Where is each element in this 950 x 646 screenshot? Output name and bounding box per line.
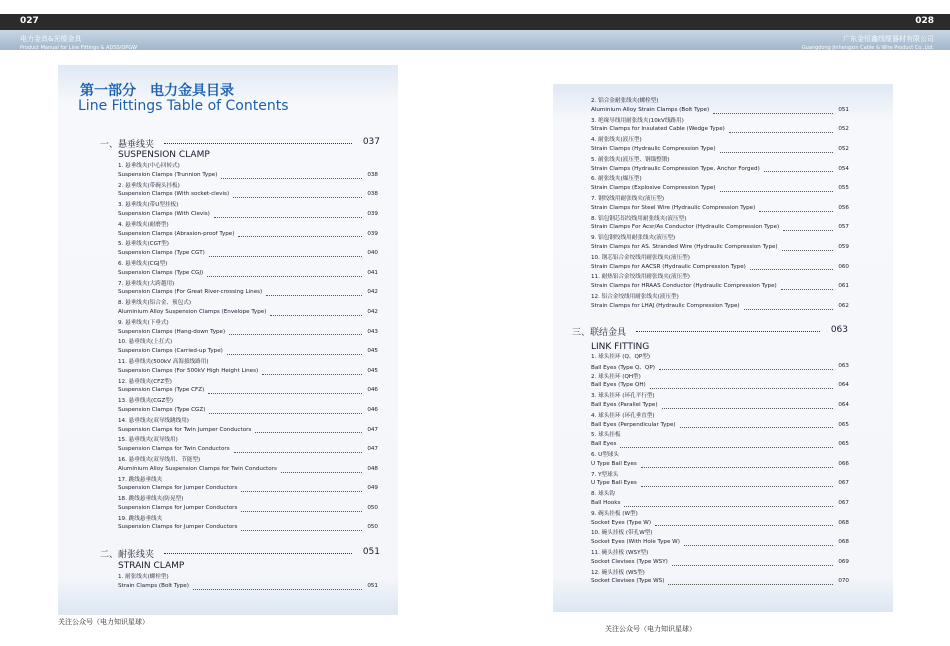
leader-dots xyxy=(641,480,833,487)
toc-item-page: 064 xyxy=(838,401,849,408)
toc-entry[interactable] xyxy=(591,283,849,293)
toc-item-en: U Type Ball Eyes xyxy=(591,460,637,467)
toc-item-cn: 10. 钢芯铝合金绞线用耐张线夹(液压型) xyxy=(591,254,690,261)
toc-item-cn: 1. 耐张线夹(螺栓型) xyxy=(118,574,169,580)
toc-item-page: 047 xyxy=(367,426,378,433)
toc-item-cn: 6. 耐张线夹(爆压型) xyxy=(591,176,642,183)
leader-dots xyxy=(684,539,833,546)
toc-item-cn: 12. 悬垂线夹(CFZ型) xyxy=(118,378,172,385)
toc-item-en: Strain Clamps for Steel Wire (Hydraulic Compression Type) xyxy=(591,204,756,211)
toc-item-page: 055 xyxy=(838,185,849,192)
toc-item-en: Strain Clamps For Acsr/As Conductor (Hydraulic Compression Type) xyxy=(591,224,780,231)
toc-entry[interactable] xyxy=(591,303,849,313)
toc-item-en: Aluminium Alloy Strain Clamps (Bolt Type) xyxy=(591,106,710,113)
toc-item-page: 043 xyxy=(367,328,378,335)
leader-dots xyxy=(782,244,833,251)
toc-item-cn: 10. 悬垂线夹(上扛式) xyxy=(118,339,173,346)
toc-item-page: 047 xyxy=(367,446,378,453)
toc-item-page: 067 xyxy=(838,499,849,506)
toc-list-strain-continued xyxy=(591,97,849,313)
section-page-number: 063 xyxy=(830,325,848,335)
toc-entry[interactable] xyxy=(591,382,849,392)
toc-item-en: Socket Eyes (With Hole Type W) xyxy=(591,539,680,546)
toc-item-page: 060 xyxy=(838,263,849,270)
toc-entry[interactable] xyxy=(591,166,849,176)
toc-item-page: 067 xyxy=(838,480,849,487)
toc-item-cn: 5. 耐张线夹(液压型、钢锚整锻) xyxy=(591,156,670,163)
toc-item-cn: 9. 悬垂线夹(下垂式) xyxy=(118,319,169,326)
toc-item-en: Socket Clevises (Type WS) xyxy=(591,578,665,585)
section-heading-strain[interactable] xyxy=(100,547,380,561)
toc-item-cn: 3. 球头挂环 (环孔平行型) xyxy=(591,393,655,400)
leader-dots xyxy=(672,559,833,566)
toc-item-cn: 4. 悬垂线夹(耐磨型) xyxy=(118,221,169,228)
toc-list-strain xyxy=(118,573,378,593)
toc-entry[interactable] xyxy=(118,329,378,339)
leader-dots xyxy=(193,583,362,590)
leader-dots xyxy=(262,368,362,375)
toc-entry[interactable] xyxy=(591,441,849,451)
toc-item-cn: 19. 跳线悬垂线夹 xyxy=(118,515,163,522)
toc-item-page: 042 xyxy=(367,289,378,296)
toc-item-cn: 1. 悬垂线夹(中心回转式) xyxy=(118,163,180,169)
toc-item-en: Suspension Clamps for Jumper Conductors xyxy=(118,504,238,511)
toc-entry[interactable] xyxy=(118,446,378,456)
leader-dots xyxy=(750,264,833,271)
section-heading-en: SUSPENSION CLAMP xyxy=(118,150,210,160)
toc-entry[interactable] xyxy=(118,368,378,378)
toc-title-en: Line Fittings Table of Contents xyxy=(78,98,289,114)
toc-entry[interactable] xyxy=(118,270,378,280)
toc-item-page: 051 xyxy=(367,582,378,589)
toc-entry[interactable] xyxy=(591,461,849,471)
toc-item-page: 066 xyxy=(838,460,849,467)
leader-dots xyxy=(729,126,833,133)
toc-title-cn: 第一部分 电力金具目录 xyxy=(80,83,234,99)
toc-item-cn: 6. 悬垂线夹(CGJ型) xyxy=(118,260,168,267)
toc-item-page: 046 xyxy=(367,406,378,413)
toc-list-suspension xyxy=(118,162,378,534)
leader-dots xyxy=(266,289,362,296)
toc-item-cn: 17. 跳线悬垂线夹 xyxy=(118,476,163,483)
toc-item-page: 061 xyxy=(838,283,849,290)
toc-entry[interactable] xyxy=(118,348,378,358)
toc-entry[interactable] xyxy=(118,191,378,201)
toc-entry[interactable] xyxy=(118,427,378,437)
leader-dots xyxy=(209,250,362,257)
toc-item-en: Suspension Clamps (Hang-down Type) xyxy=(118,328,226,335)
toc-item-page: 069 xyxy=(838,558,849,565)
leader-dots xyxy=(720,146,833,153)
toc-entry[interactable] xyxy=(591,539,849,549)
toc-item-page: 041 xyxy=(367,269,378,276)
leader-dots xyxy=(241,505,362,512)
toc-entry[interactable] xyxy=(591,520,849,530)
toc-item-en: Socket Clevises (Type WSY) xyxy=(591,558,668,565)
toc-item-en: Strain Clamps (Hydraulic Compression Type, Anchor Forged) xyxy=(591,165,760,172)
toc-item-cn: 4. 耐张线夹(液压型) xyxy=(591,137,642,144)
toc-item-cn: 7. 钢绞线用耐张线夹(液压型) xyxy=(591,195,665,202)
toc-entry[interactable] xyxy=(591,578,849,588)
section-heading-cn: 一、悬垂线夹 xyxy=(100,140,155,150)
toc-entry[interactable] xyxy=(591,126,849,136)
toc-item-cn: 3. 悬垂线夹(带U型挂板) xyxy=(118,202,179,209)
toc-item-cn: 14. 悬垂线夹(双导线跳线用) xyxy=(118,417,189,424)
toc-item-page: 040 xyxy=(367,250,378,257)
toc-item-en: Suspension Clamps for Jumper Conductors xyxy=(118,524,238,531)
toc-item-cn: 8. 悬垂线夹(铝合金、预包式) xyxy=(118,300,192,307)
toc-item-page: 039 xyxy=(367,210,378,217)
toc-item-cn: 16. 悬垂线夹(双导线用、节能型) xyxy=(118,456,201,463)
toc-item-cn: 7. 悬垂线夹(大跨越用) xyxy=(118,280,175,287)
toc-item-en: Suspension Clamps (Abrasion-proof Type) xyxy=(118,230,235,237)
leader-dots xyxy=(229,329,362,336)
leader-dots xyxy=(281,466,362,473)
left-page-number: 027 xyxy=(20,16,39,26)
toc-entry[interactable] xyxy=(591,363,849,373)
section-heading-cn: 二、耐张线夹 xyxy=(100,550,155,560)
toc-item-cn: 6. U型球头 xyxy=(591,451,619,458)
toc-entry[interactable] xyxy=(118,524,378,534)
right-footer-note: 关注公众号（电力知识星球） xyxy=(605,625,696,633)
toc-item-page: 048 xyxy=(367,465,378,472)
toc-item-page: 045 xyxy=(367,348,378,355)
toc-item-en: U Type Ball Eyes xyxy=(591,480,637,487)
toc-item-cn: 2. 球头挂环 (QH型) xyxy=(591,373,641,380)
toc-item-en: Aluminium Alloy Suspension Clamps (Envelope Type) xyxy=(118,308,267,315)
leader-dots xyxy=(650,382,833,389)
toc-item-cn: 11. 耐热铝合金绞线用耐张线夹(液压型) xyxy=(591,274,690,281)
toc-entry[interactable] xyxy=(118,309,378,319)
toc-item-cn: 13. 悬垂线夹(CGZ型) xyxy=(118,398,174,405)
leader-dots xyxy=(255,427,362,434)
toc-item-page: 062 xyxy=(838,302,849,309)
toc-item-page: 050 xyxy=(367,524,378,531)
toc-item-page: 052 xyxy=(838,126,849,133)
right-header-title xyxy=(802,35,934,53)
toc-item-cn: 5. 悬垂线夹(CGT型) xyxy=(118,241,169,248)
toc-item-en: Suspension Clamps for Jumper Conductors xyxy=(118,485,238,492)
toc-list-link xyxy=(591,353,849,588)
leader-dots xyxy=(164,553,352,554)
section-heading-suspension[interactable] xyxy=(100,137,380,151)
toc-entry[interactable] xyxy=(591,185,849,195)
toc-item-en: Strain Clamps for Insulated Cable (Wedge Type) xyxy=(591,126,725,133)
leader-dots xyxy=(783,224,833,231)
toc-item-cn: 15. 悬垂线夹(双导线用) xyxy=(118,437,178,444)
toc-item-en: Ball Hooks xyxy=(591,499,621,506)
toc-item-page: 065 xyxy=(838,441,849,448)
toc-item-page: 052 xyxy=(838,145,849,152)
toc-item-en: Suspension Clamps (With socket-clevis) xyxy=(118,191,230,198)
toc-item-en: Strain Clamps for HRAAS Conductor (Hydraulic Compression Type) xyxy=(591,283,777,290)
right-header-cn: 广东金恒鑫线缆器材有限公司 xyxy=(843,35,934,43)
section-heading-cn: 三、联结金具 xyxy=(572,328,627,338)
toc-item-en: Suspension Clamps for Twin Conductors xyxy=(118,446,230,453)
toc-entry[interactable] xyxy=(118,211,378,221)
toc-item-page: 045 xyxy=(367,367,378,374)
toc-item-en: Strain Clamps (Explosive Compression Type) xyxy=(591,185,716,192)
toc-entry[interactable] xyxy=(591,559,849,569)
toc-item-en: Suspension Clamps (Type CGZ) xyxy=(118,406,206,413)
toc-entry[interactable] xyxy=(591,480,849,490)
toc-item-page: 057 xyxy=(838,224,849,231)
toc-item-page: 046 xyxy=(367,387,378,394)
toc-item-page: 039 xyxy=(367,230,378,237)
toc-item-cn: 2. 悬垂线夹(带碗头挂板) xyxy=(118,182,180,189)
toc-entry[interactable] xyxy=(118,466,378,476)
leader-dots xyxy=(713,107,833,114)
section-heading-en: STRAIN CLAMP xyxy=(118,561,185,571)
toc-item-en: Suspension Clamps (Carried-up Type) xyxy=(118,348,223,355)
toc-item-en: Suspension Clamps (Trunnion Type) xyxy=(118,171,218,178)
toc-entry[interactable] xyxy=(118,485,378,495)
section-page-number: 037 xyxy=(362,137,380,147)
left-header-cn: 电力金具&光缆金具 xyxy=(20,35,82,43)
toc-item-en: Suspension Clamps (Type CGJ) xyxy=(118,269,204,276)
toc-item-en: Ball Eyes (Type Q、QP) xyxy=(591,364,655,371)
toc-item-page: 070 xyxy=(838,578,849,585)
leader-dots xyxy=(680,422,833,429)
toc-item-cn: 12. 铝合金绞线用耐张线夹(液压型) xyxy=(591,293,679,300)
toc-entry[interactable] xyxy=(591,244,849,254)
toc-item-page: 049 xyxy=(367,485,378,492)
toc-item-cn: 12. 碗头挂板 (WS型) xyxy=(591,569,645,576)
leader-dots xyxy=(227,348,362,355)
toc-entry[interactable] xyxy=(591,264,849,274)
leader-dots xyxy=(659,363,833,370)
toc-item-en: Strain Clamps (Bolt Type) xyxy=(118,582,189,589)
leader-dots xyxy=(234,446,362,453)
leader-dots xyxy=(764,166,833,173)
toc-item-page: 056 xyxy=(838,204,849,211)
toc-item-cn: 9. 铝包钢绞线用耐张线夹(液压型) xyxy=(591,235,676,242)
toc-item-cn: 3. 绝缘导线用耐张线夹(10kV线路用) xyxy=(591,117,684,124)
toc-entry[interactable] xyxy=(591,422,849,432)
toc-entry[interactable] xyxy=(591,500,849,510)
toc-item-en: Ball Eyes (Perpendicular Type) xyxy=(591,421,676,428)
leader-dots xyxy=(241,485,362,492)
toc-item-cn: 8. 球头钩 xyxy=(591,491,615,498)
leader-dots xyxy=(624,500,833,507)
right-header-en: Guangdong Jinhengxin Cable & Wire Product Co.,Ltd. xyxy=(801,45,934,51)
toc-entry[interactable] xyxy=(118,387,378,397)
leader-dots xyxy=(214,211,362,218)
leader-dots xyxy=(744,303,833,310)
toc-item-en: Suspension Clamps (For Great River-crossing Lines) xyxy=(118,289,263,296)
leader-dots xyxy=(662,402,833,409)
toc-entry[interactable] xyxy=(591,146,849,156)
leader-dots xyxy=(655,520,833,527)
leader-dots xyxy=(233,191,362,198)
toc-item-en: Suspension Clamps (For 500kV High Height Lines) xyxy=(118,367,259,374)
toc-item-page: 050 xyxy=(367,504,378,511)
leader-dots xyxy=(720,185,833,192)
toc-entry[interactable] xyxy=(591,205,849,215)
toc-item-en: Aluminium Alloy Suspension Clamps for Twin Conductors xyxy=(118,465,277,472)
leader-dots xyxy=(270,309,362,316)
toc-entry[interactable] xyxy=(118,231,378,241)
leader-dots xyxy=(209,407,362,414)
leader-dots xyxy=(208,387,362,394)
toc-item-en: Ball Eyes (Type QH) xyxy=(591,382,646,389)
toc-entry[interactable] xyxy=(118,407,378,417)
leader-dots xyxy=(238,231,362,238)
leader-dots xyxy=(164,143,352,144)
toc-item-cn: 8. 铝包钢芯铝绞线用耐张线夹(液压型) xyxy=(591,215,687,222)
toc-entry[interactable] xyxy=(591,224,849,234)
toc-item-cn: 1. 球头挂环 (Q、QP型) xyxy=(591,354,650,360)
toc-item-en: Ball Eyes (Parallel Type) xyxy=(591,401,658,408)
leader-dots xyxy=(241,524,362,531)
left-header-en: Product Manual for Line Fittings & ADSS/OPGW xyxy=(20,45,138,51)
leader-dots xyxy=(759,205,833,212)
toc-item-en: Strain Clamps for AACSR (Hydraulic Compression Type) xyxy=(591,263,746,270)
toc-item-page: 054 xyxy=(838,165,849,172)
left-footer-note: 关注公众号（电力知识星球） xyxy=(58,618,149,626)
toc-item-page: 063 xyxy=(838,362,849,369)
toc-item-page: 064 xyxy=(838,382,849,389)
leader-dots xyxy=(207,270,362,277)
toc-item-cn: 11. 悬垂线夹(500kV 高海拔线路用) xyxy=(118,358,209,365)
toc-item-page: 065 xyxy=(838,421,849,428)
toc-item-en: Strain Clamps (Hydraulic Compression Type) xyxy=(591,145,716,152)
toc-item-cn: 18. 跳线悬垂线夹(防晃型) xyxy=(118,496,184,503)
leader-dots xyxy=(620,441,833,448)
toc-entry[interactable] xyxy=(118,505,378,515)
toc-item-en: Suspension Clamps for Twin Jumper Conductors xyxy=(118,426,252,433)
toc-item-cn: 7. Y型球头 xyxy=(591,471,619,478)
toc-item-page: 051 xyxy=(838,106,849,113)
toc-item-en: Suspension Clamps (Type CFZ) xyxy=(118,387,205,394)
toc-item-page: 068 xyxy=(838,519,849,526)
toc-item-en: Strain Clamps for LHAJ (Hydraulic Compression Type) xyxy=(591,302,740,309)
toc-item-page: 059 xyxy=(838,243,849,250)
toc-item-cn: 2. 铝合金耐张线夹(螺栓型) xyxy=(591,98,659,104)
toc-item-cn: 5. 球头挂板 xyxy=(591,432,621,439)
toc-item-en: Ball Eyes xyxy=(591,441,617,448)
section-page-number: 051 xyxy=(362,547,380,557)
toc-item-page: 038 xyxy=(367,191,378,198)
left-header-title xyxy=(20,35,137,53)
toc-item-page: 068 xyxy=(838,539,849,546)
leader-dots xyxy=(668,578,833,585)
toc-item-en: Socket Eyes (Type W) xyxy=(591,519,652,526)
toc-entry[interactable] xyxy=(118,172,378,182)
toc-entry[interactable] xyxy=(118,289,378,299)
toc-entry[interactable] xyxy=(591,107,849,117)
toc-item-cn: 11. 碗头挂板 (WSY型) xyxy=(591,549,649,556)
toc-entry[interactable] xyxy=(591,402,849,412)
leader-dots xyxy=(781,283,833,290)
toc-item-en: Strain Clamps for AS. Stranded Wire (Hydraulic Compression Type) xyxy=(591,243,778,250)
leader-dots xyxy=(636,331,820,332)
section-heading-en: LINK FITTING xyxy=(591,342,650,352)
toc-entry[interactable] xyxy=(118,583,378,593)
leader-dots xyxy=(641,461,833,468)
toc-item-cn: 4. 球头挂环 (环孔垂直型) xyxy=(591,412,655,419)
right-page-number: 028 xyxy=(915,16,934,26)
toc-item-cn: 10. 碗头挂板 (带孔W型) xyxy=(591,530,653,537)
toc-entry[interactable] xyxy=(118,250,378,260)
toc-item-page: 038 xyxy=(367,171,378,178)
toc-item-en: Suspension Clamps (Type CGT) xyxy=(118,250,205,257)
toc-item-en: Suspension Clamps (With Clevis) xyxy=(118,210,210,217)
toc-item-page: 042 xyxy=(367,308,378,315)
toc-item-cn: 9. 碗头挂板 (W型) xyxy=(591,510,638,517)
leader-dots xyxy=(221,172,362,179)
section-heading-link[interactable] xyxy=(572,325,848,339)
